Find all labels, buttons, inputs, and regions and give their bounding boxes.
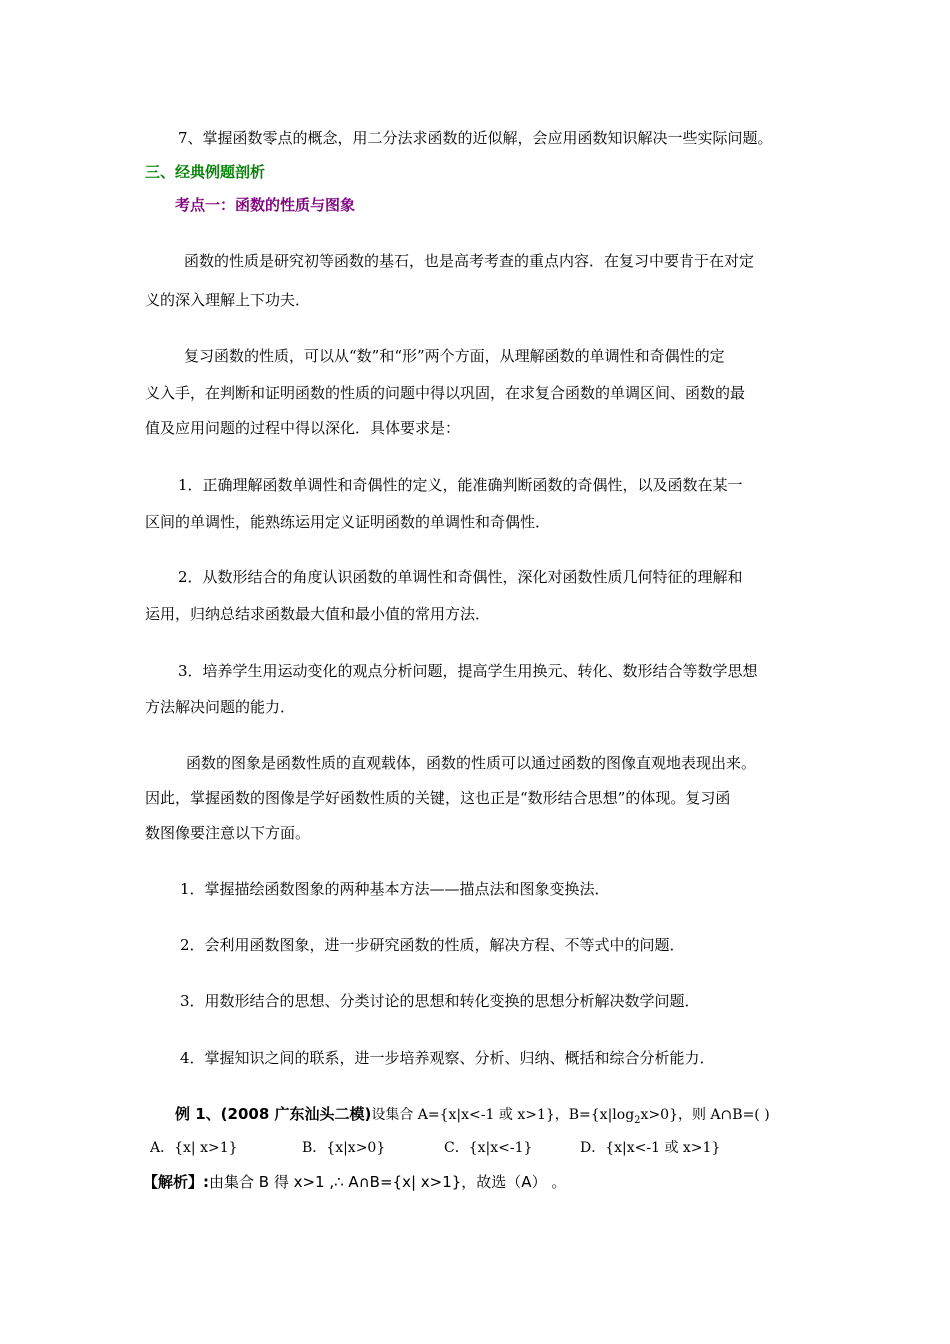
paragraph-3-line-2: 因此，掌握函数的图像是学好函数性质的关键，这也正是“数形结合思想”的体现。复习函	[145, 789, 731, 807]
graph-item-4: 4．掌握知识之间的联系，进一步培养观察、分析、归纳、概括和综合分析能力．	[180, 1049, 715, 1067]
example-1-analysis	[143, 1172, 566, 1192]
requirement-3-line-2: 方法解决问题的能力．	[145, 698, 296, 716]
option-a: A．{x| x>1}	[150, 1140, 238, 1156]
paragraph-2-line-1: 复习函数的性质，可以从“数”和“形”两个方面，从理解函数的单调性和奇偶性的定	[184, 347, 725, 365]
paragraph-1-line-2: 义的深入理解上下功夫．	[145, 291, 311, 309]
example-1-stem	[175, 1104, 770, 1125]
graph-item-2: 2．会利用函数图象，进一步研究函数的性质，解决方程、不等式中的问题．	[180, 936, 685, 954]
section-heading: 三、经典例题剖析	[145, 163, 266, 181]
paragraph-2-line-3: 值及应用问题的过程中得以深化．具体要求是：	[145, 419, 461, 437]
example-1-stem-b: x>0}，则 A∩B=( )	[640, 1107, 770, 1123]
paragraph-2-line-2: 义入手，在判断和证明函数的性质的问题中得以巩固，在求复合函数的单调区间、函数的最	[145, 384, 746, 402]
paragraph-1-line-1: 函数的性质是研究初等函数的基石，也是高考考查的重点内容．在复习中要肯于在对定	[184, 252, 755, 270]
paragraph-3-line-1: 函数的图象是函数性质的直观载体，函数的性质可以通过函数的图像直观地表现出来。	[186, 754, 757, 772]
requirement-2-line-2: 运用，归纳总结求函数最大值和最小值的常用方法．	[145, 605, 491, 623]
analysis-label: 【解析】:	[143, 1173, 209, 1191]
paragraph-3-line-3: 数图像要注意以下方面。	[145, 824, 311, 842]
option-b: B．{x|x>0}	[302, 1140, 386, 1156]
analysis-text: 由集合 B 得 x>1 ,∴ A∩B={x| x>1}，故选（A） 。	[209, 1173, 567, 1191]
option-d: D．{x|x<-1 或 x>1}	[580, 1140, 721, 1156]
requirement-1-line-2: 区间的单调性，能熟练运用定义证明函数的单调性和奇偶性．	[145, 513, 551, 531]
example-1-label: 例 1、(2008 广东汕头二模)	[175, 1105, 372, 1123]
requirement-2-line-1: 2．从数形结合的角度认识函数的单调性和奇偶性，深化对函数性质几何特征的理解和	[178, 568, 743, 586]
graph-item-3: 3．用数形结合的思想、分类讨论的思想和转化变换的思想分析解决数学问题．	[180, 992, 700, 1010]
objective-item-7: 7、掌握函数零点的概念，用二分法求函数的近似解，会应用函数知识解决一些实际问题。	[178, 129, 773, 147]
requirement-3-line-1: 3．培养学生用运动变化的观点分析问题，提高学生用换元、转化、数形结合等数学思想	[178, 662, 758, 680]
topic-heading: 考点一：函数的性质与图象	[175, 196, 356, 214]
log-subscript: 2	[634, 1115, 641, 1126]
graph-item-1: 1．掌握描绘函数图象的两种基本方法——描点法和图象变换法．	[180, 880, 610, 898]
requirement-1-line-1: 1．正确理解函数单调性和奇偶性的定义，能准确判断函数的奇偶性，以及函数在某一	[178, 476, 743, 494]
option-c: C．{x|x<-1}	[444, 1140, 533, 1156]
example-1-stem-a: 设集合 A={x|x<-1 或 x>1}，B={x|log	[371, 1107, 635, 1123]
